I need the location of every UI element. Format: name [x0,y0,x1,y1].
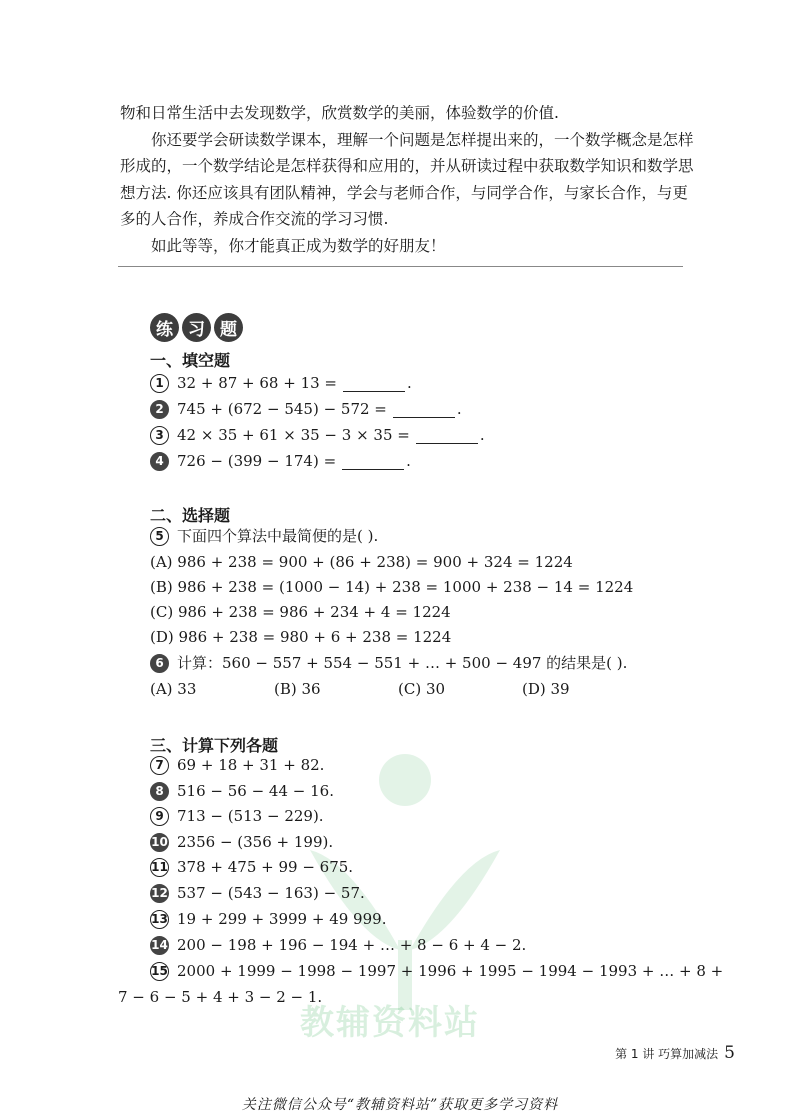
question-number: 13 [150,910,169,929]
question-8 [150,781,334,801]
question-4: 4 726 − (399 − 174) = . [150,451,411,471]
question-number: 1 [150,374,169,393]
option-b: (B) 36 [274,680,321,698]
exercise-title-char: 习 [182,313,211,342]
watermark-text: 教辅资料站 [300,1003,480,1043]
answer-blank[interactable] [393,401,455,418]
question-2: 2 745 + (672 − 545) − 572 = . [150,399,462,419]
section-heading-calculate: 三、计算下列各题 [150,736,279,755]
answer-blank[interactable] [416,427,478,444]
question-number: 14 [150,936,169,955]
question-text: 200 − 198 + 196 − 194 + … + 8 − 6 + 4 − 2. [177,936,527,954]
question-12 [150,883,365,903]
question-number: 6 [150,654,169,673]
question-14 [150,935,526,955]
question-text: 下面四个算法中最简便的是( ). [177,527,379,545]
option-a: (A) 33 [150,680,197,698]
answer-blank[interactable] [342,453,404,470]
chapter-label: 第 1 讲 巧算加减法 [615,1047,719,1061]
section-heading-choice: 二、选择题 [150,506,231,525]
question-text: 745 + (672 − 545) − 572 = [177,400,387,418]
option-c: (C) 30 [398,680,446,698]
question-6 [150,653,627,673]
page-number: 5 [724,1043,735,1063]
question-10 [150,832,333,852]
question-number: 7 [150,756,169,775]
q6-options [150,680,646,698]
question-number: 10 [150,833,169,852]
intro-line-1: 物和日常生活中去发现数学，欣赏数学的美丽，体验数学的价值. [120,104,559,122]
question-number: 12 [150,884,169,903]
question-13 [150,909,386,929]
question-number: 8 [150,782,169,801]
intro-paragraph-2: 你还要学会研读数学课本，理解一个问题是怎样提出来的，一个数学概念是怎样形成的，一个数学结论是怎样获得和应用的，并从研读过程中获取数学知识和数学思想方法. 你还应该具有团队精神，学会与老师合作，与同学合作，与家长合作，与更多的人合作，养成合作交流的学习习惯. [120,130,694,228]
option-d: (D) 986 + 238 = 980 + 6 + 238 = 1224 [150,628,452,646]
section-divider [118,266,683,267]
question-text: 69 + 18 + 31 + 82. [177,756,325,774]
question-text: 42 × 35 + 61 × 35 − 3 × 35 = [177,426,410,444]
intro-paragraph-3: 如此等等，你才能真正成为数学的好朋友！ [151,236,446,255]
option-c: (C) 986 + 238 = 986 + 234 + 4 = 1224 [150,603,451,621]
question-number: 9 [150,807,169,826]
option-b: (B) 986 + 238 = (1000 − 14) + 238 = 1000 + 238 − 14 = 1224 [150,578,634,596]
question-1: 1 32 + 87 + 68 + 13 = . [150,373,412,393]
page-footer [615,1043,735,1063]
question-text: 19 + 299 + 3999 + 49 999. [177,910,387,928]
question-text: 2000 + 1999 − 1998 − 1997 + 1996 + 1995 − 1994 − 1993 + … + 8 + [177,962,724,980]
question-number: 11 [150,858,169,877]
question-text: 537 − (543 − 163) − 57. [177,884,365,902]
question-number: 15 [150,962,169,981]
question-5 [150,526,378,546]
question-number: 2 [150,400,169,419]
bottom-note: 关注微信公众号“教辅资料站”获取更多学习资料 [241,1097,559,1113]
question-9 [150,806,324,826]
question-11 [150,857,353,877]
question-15-continuation: 7 − 6 − 5 + 4 + 3 − 2 − 1. [118,988,323,1006]
question-15 [150,961,723,981]
section-heading-fill-blank: 一、填空题 [150,351,231,370]
question-text: 2356 − (356 + 199). [177,833,334,851]
option-d: (D) 39 [522,680,570,698]
question-7 [150,755,324,775]
exercise-title [150,313,243,342]
question-text: 713 − (513 − 229). [177,807,324,825]
question-number: 4 [150,452,169,471]
question-text: 32 + 87 + 68 + 13 = [177,374,337,392]
exercise-title-char: 练 [150,313,179,342]
intro-text [120,100,700,259]
exercise-title-char: 题 [214,313,243,342]
question-text: 计算：560 − 557 + 554 − 551 + … + 500 − 497 的结果是( ). [177,654,628,672]
answer-blank[interactable] [343,375,405,392]
question-number: 3 [150,426,169,445]
question-text: 516 − 56 − 44 − 16. [177,782,334,800]
question-number: 5 [150,527,169,546]
option-a: (A) 986 + 238 = 900 + (86 + 238) = 900 + 324 = 1224 [150,553,573,571]
question-text: 378 + 475 + 99 − 675. [177,858,354,876]
question-3: 3 42 × 35 + 61 × 35 − 3 × 35 = . [150,425,485,445]
question-text: 726 − (399 − 174) = [177,452,337,470]
